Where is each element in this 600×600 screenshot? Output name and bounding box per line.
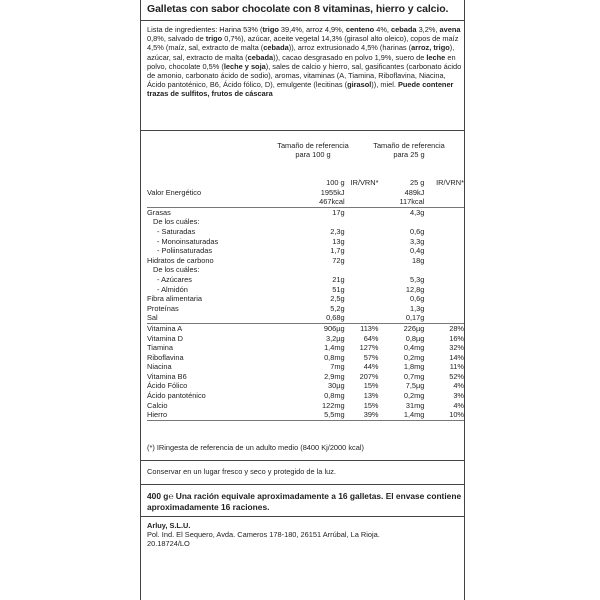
percent-100g <box>349 275 379 285</box>
percent-25g: 4% <box>453 400 464 410</box>
percent-100g <box>349 304 379 314</box>
nutrient-name: Niacina <box>147 362 172 372</box>
value-100g: 5,2g <box>330 303 345 313</box>
percent-25g <box>428 237 464 247</box>
ingredient-allergen: trigo <box>205 34 223 44</box>
value-100g: 17g <box>332 207 345 217</box>
value-100g: 1,4mg <box>324 343 345 353</box>
ingredient-allergen: Puede contener trazas de sulfitos, frutos de cáscara <box>147 80 454 99</box>
nutrient-name: Proteínas <box>147 303 179 313</box>
nutrient-name: Sal <box>147 313 293 323</box>
divider <box>141 484 464 485</box>
nutrient-name: Grasas <box>147 207 171 217</box>
value-25g: 117kcal <box>379 197 429 207</box>
percent-100g <box>349 207 379 217</box>
percent-100g: 207% <box>359 371 379 381</box>
nutrient-name: Hidratos de carbono <box>147 255 214 265</box>
table-row <box>147 313 464 323</box>
nutrient-name: Ácido Fólico <box>147 381 188 391</box>
table-row <box>147 334 464 344</box>
ingredient-allergen: leche <box>426 52 446 62</box>
percent-25g <box>428 217 464 227</box>
percent-100g <box>349 217 379 227</box>
ingredient-allergen: cebada <box>247 52 274 62</box>
ingredient-allergen: girasol <box>347 80 372 90</box>
value-100g: 100 g <box>326 178 345 187</box>
nutrient-name <box>147 197 293 207</box>
ingredient-text: )), cacao desgrasado en polvo 1,9%, suero de <box>273 52 427 62</box>
nutrient-name: Riboflavina <box>147 352 184 362</box>
ingredient-text: 3,2%, <box>416 25 440 34</box>
ingredients-list <box>147 25 462 99</box>
company-name: Arluy, S.L.U. <box>147 521 191 530</box>
percent-25g <box>428 197 464 207</box>
value-25g: 1,4mg <box>379 410 429 420</box>
value-100g: 906µg <box>323 323 345 333</box>
percent-100g <box>349 313 379 323</box>
table-row <box>147 227 464 237</box>
percent-100g <box>349 246 379 256</box>
footnote: (*) IRingesta de referencia de un adulto medio (8400 Kj/2000 kcal) <box>147 443 364 452</box>
table-row <box>147 178 464 188</box>
ingredient-text: 0,7%), azúcar, aceite vegetal 14,3% (girasol alto oleico), copos de maíz 4,5% (maíz, sal, extracto de malta ( <box>147 34 459 53</box>
value-100g: 2,3g <box>330 226 345 236</box>
table-row <box>147 285 464 295</box>
percent-25g: 28% <box>449 323 464 333</box>
nutrition-label <box>140 0 465 600</box>
value-25g: 489kJ <box>404 187 425 197</box>
value-100g: 5,5mg <box>293 410 349 420</box>
ingredient-allergen: cebada <box>391 25 417 34</box>
ingredient-text: Lista de ingredientes: Harina 53% ( <box>147 25 263 34</box>
table-row <box>147 401 464 411</box>
value-25g: 3,3g <box>409 236 425 246</box>
percent-25g <box>428 265 464 275</box>
percent-100g <box>349 294 379 304</box>
table-row <box>147 237 464 247</box>
value-25g: 31mg <box>405 400 425 410</box>
value-100g: 51g <box>332 284 345 294</box>
percent-100g <box>349 265 379 275</box>
nutrient-name: De los cuáles: <box>153 217 200 227</box>
table-row <box>147 207 464 217</box>
ingredient-text: en polvo, chocolate 0,5% ( <box>147 52 456 71</box>
value-100g: 2,5g <box>330 294 345 304</box>
ref-25g-header: Tamaño de referencia para 25 g <box>373 141 445 159</box>
table-row <box>147 217 464 227</box>
percent-100g <box>349 227 379 237</box>
product-title: Galletas con sabor chocolate con 8 vitaminas, hierro y calcio. <box>147 3 449 15</box>
nutrition-table <box>147 178 464 421</box>
nutrient-name: - Almidón <box>157 284 188 294</box>
percent-25g: 10% <box>428 410 464 420</box>
percent-25g <box>428 207 464 217</box>
table-row <box>147 323 464 333</box>
table-row <box>147 275 464 285</box>
ingredient-allergen: cebada <box>263 43 289 53</box>
table-row <box>147 362 464 372</box>
table-row <box>147 256 464 266</box>
value-25g: 12,8g <box>405 284 425 294</box>
value-100g: 13g <box>332 236 345 246</box>
nutrient-name: Hierro <box>147 410 293 420</box>
value-100g: 7mg <box>330 362 345 372</box>
table-row <box>147 294 464 304</box>
percent-100g: 57% <box>363 352 379 362</box>
percent-25g <box>428 188 464 198</box>
percent-25g <box>428 285 464 295</box>
nutrient-name: - Monoinsaturadas <box>157 236 219 246</box>
ref-100g-header: Tamaño de referencia para 100 g <box>277 141 349 159</box>
table-row <box>147 391 464 401</box>
divider <box>141 516 464 517</box>
storage-note: Conservar en un lugar fresco y seco y protegido de la luz. <box>147 467 336 476</box>
divider <box>141 20 464 21</box>
nutrient-name: - Azúcares <box>157 274 192 284</box>
value-100g: 3,2µg <box>325 333 345 343</box>
nutrient-name: Vitamina B6 <box>147 371 187 381</box>
value-25g: 0,2mg <box>403 391 425 401</box>
percent-100g: 13% <box>363 391 379 401</box>
table-row <box>147 188 464 198</box>
nutrient-name: Calcio <box>147 400 168 410</box>
ingredient-allergen: leche y soja <box>223 61 266 71</box>
value-25g: 4,3g <box>409 207 425 217</box>
percent-100g <box>349 237 379 247</box>
nutrient-name: - Saturadas <box>157 226 196 236</box>
percent-25g: 16% <box>449 333 464 343</box>
percent-100g: 15% <box>363 381 379 391</box>
nutrient-name: Valor Energético <box>147 187 202 197</box>
percent-100g <box>349 188 379 198</box>
value-25g: 0,7mg <box>403 371 425 381</box>
percent-25g <box>428 256 464 266</box>
percent-25g <box>428 275 464 285</box>
percent-25g: 4% <box>453 381 464 391</box>
percent-100g: 44% <box>363 362 379 372</box>
percent-25g: 32% <box>449 343 464 353</box>
value-25g: 0,8µg <box>405 333 425 343</box>
value-100g: 2,9mg <box>324 371 345 381</box>
value-100g: 21g <box>332 274 345 284</box>
ingredient-text: 0,8%, salvado de <box>147 34 206 44</box>
percent-100g: 64% <box>363 333 379 343</box>
table-row <box>147 265 464 275</box>
table-row <box>147 246 464 256</box>
percent-25g: 52% <box>449 371 464 381</box>
company-address: Pol. Ind. El Sequero, Avda. Cameros 178-180, 26151 Arrúbal, La Rioja. <box>147 530 380 540</box>
table-row <box>147 372 464 382</box>
ingredient-allergen: trigo <box>262 25 279 34</box>
value-100g: 30µg <box>328 381 345 391</box>
percent-100g: 127% <box>359 343 379 353</box>
nutrient-name: Tiamina <box>147 343 174 353</box>
ingredient-text: 4%, <box>374 25 392 34</box>
value-25g: 0,6g <box>409 226 425 236</box>
ingredient-allergen: avena <box>439 25 461 34</box>
company-info <box>147 521 462 549</box>
nutrient-name <box>147 178 293 188</box>
percent-25g <box>428 313 464 323</box>
percent-100g <box>349 256 379 266</box>
percent-25g <box>428 304 464 314</box>
value-100g: 1955kJ <box>320 187 345 197</box>
value-25g: 0,6g <box>409 294 425 304</box>
nutrient-name: Fibra alimentaria <box>147 294 203 304</box>
percent-25g: 14% <box>449 352 464 362</box>
ingredient-allergen: arroz, trigo <box>411 43 450 53</box>
value-100g <box>293 265 349 275</box>
percent-25g: IR/VRN* <box>436 178 464 187</box>
percent-100g <box>349 197 379 207</box>
value-25g: 0,4mg <box>403 343 425 353</box>
table-row <box>147 304 464 314</box>
nutrient-name: Vitamina D <box>147 333 184 343</box>
value-100g: 0,68g <box>293 313 349 323</box>
ingredient-allergen: centeno <box>345 25 375 34</box>
value-25g: 25 g <box>409 178 425 187</box>
divider <box>141 130 464 131</box>
percent-25g <box>428 294 464 304</box>
ingredient-text: )), arroz extrusionado 4,5% (harinas ( <box>288 43 412 53</box>
percent-25g: 3% <box>453 391 464 401</box>
value-100g: 467kcal <box>293 197 349 207</box>
percent-100g: 113% <box>360 323 379 333</box>
table-row <box>147 343 464 353</box>
table-row <box>147 197 464 207</box>
percent-100g: IR/VRN* <box>350 178 379 187</box>
table-row <box>147 410 464 420</box>
percent-25g <box>428 227 464 237</box>
value-25g <box>379 265 429 275</box>
percent-25g <box>428 246 464 256</box>
ingredient-text: 39,4%, arroz 4,9%, <box>278 25 346 34</box>
percent-100g: 15% <box>363 400 379 410</box>
value-100g: 0,8mg <box>324 391 345 401</box>
value-25g: 0,4g <box>409 246 425 256</box>
value-25g: 1,8mg <box>403 362 425 372</box>
value-100g: 122mg <box>322 400 345 410</box>
ingredient-text: ), sales de calcio y hierro, sal, gasificantes (carbonato ácido de amonio, carbonato ácido de sodio), aromas, vitaminas (A, Tiamina, Riboflavina, Niacina, Ácido pantoténico, B6, Ácido fólico, D), emulgente (lecitinas ( <box>147 61 462 90</box>
table-row <box>147 381 464 391</box>
nutrient-name: - Poliinsaturadas <box>157 246 213 256</box>
weight-servings-note: 400 g℮ Una ración equivale aproximadamente a 16 galletas. El envase contiene aproximadamente 16 raciones. <box>147 491 462 512</box>
value-100g: 1,7g <box>330 246 345 256</box>
value-25g: 18g <box>412 255 425 265</box>
divider <box>141 460 464 461</box>
value-100g <box>293 217 349 227</box>
value-25g: 1,3g <box>409 303 425 313</box>
ingredient-text: )), miel. <box>371 80 398 90</box>
nutrient-name: De los cuáles: <box>153 265 200 275</box>
percent-100g <box>349 285 379 295</box>
nutrient-name: Vitamina A <box>147 323 183 333</box>
value-100g: 0,8mg <box>324 352 345 362</box>
value-25g: 0,17g <box>379 313 429 323</box>
value-25g: 0,2mg <box>403 352 425 362</box>
value-25g <box>379 217 429 227</box>
value-25g: 226µg <box>403 323 425 333</box>
value-25g: 7,5µg <box>405 381 425 391</box>
registry-number: 20.18724/LO <box>147 539 190 549</box>
ingredient-text: ), azúcar, sal, extracto de malta ( <box>147 43 455 62</box>
nutrient-name: Ácido pantoténico <box>147 391 206 401</box>
value-25g: 5,3g <box>409 274 425 284</box>
percent-25g: 11% <box>449 362 464 372</box>
percent-100g: 39% <box>349 410 379 420</box>
value-100g: 72g <box>332 255 345 265</box>
table-row <box>147 353 464 363</box>
